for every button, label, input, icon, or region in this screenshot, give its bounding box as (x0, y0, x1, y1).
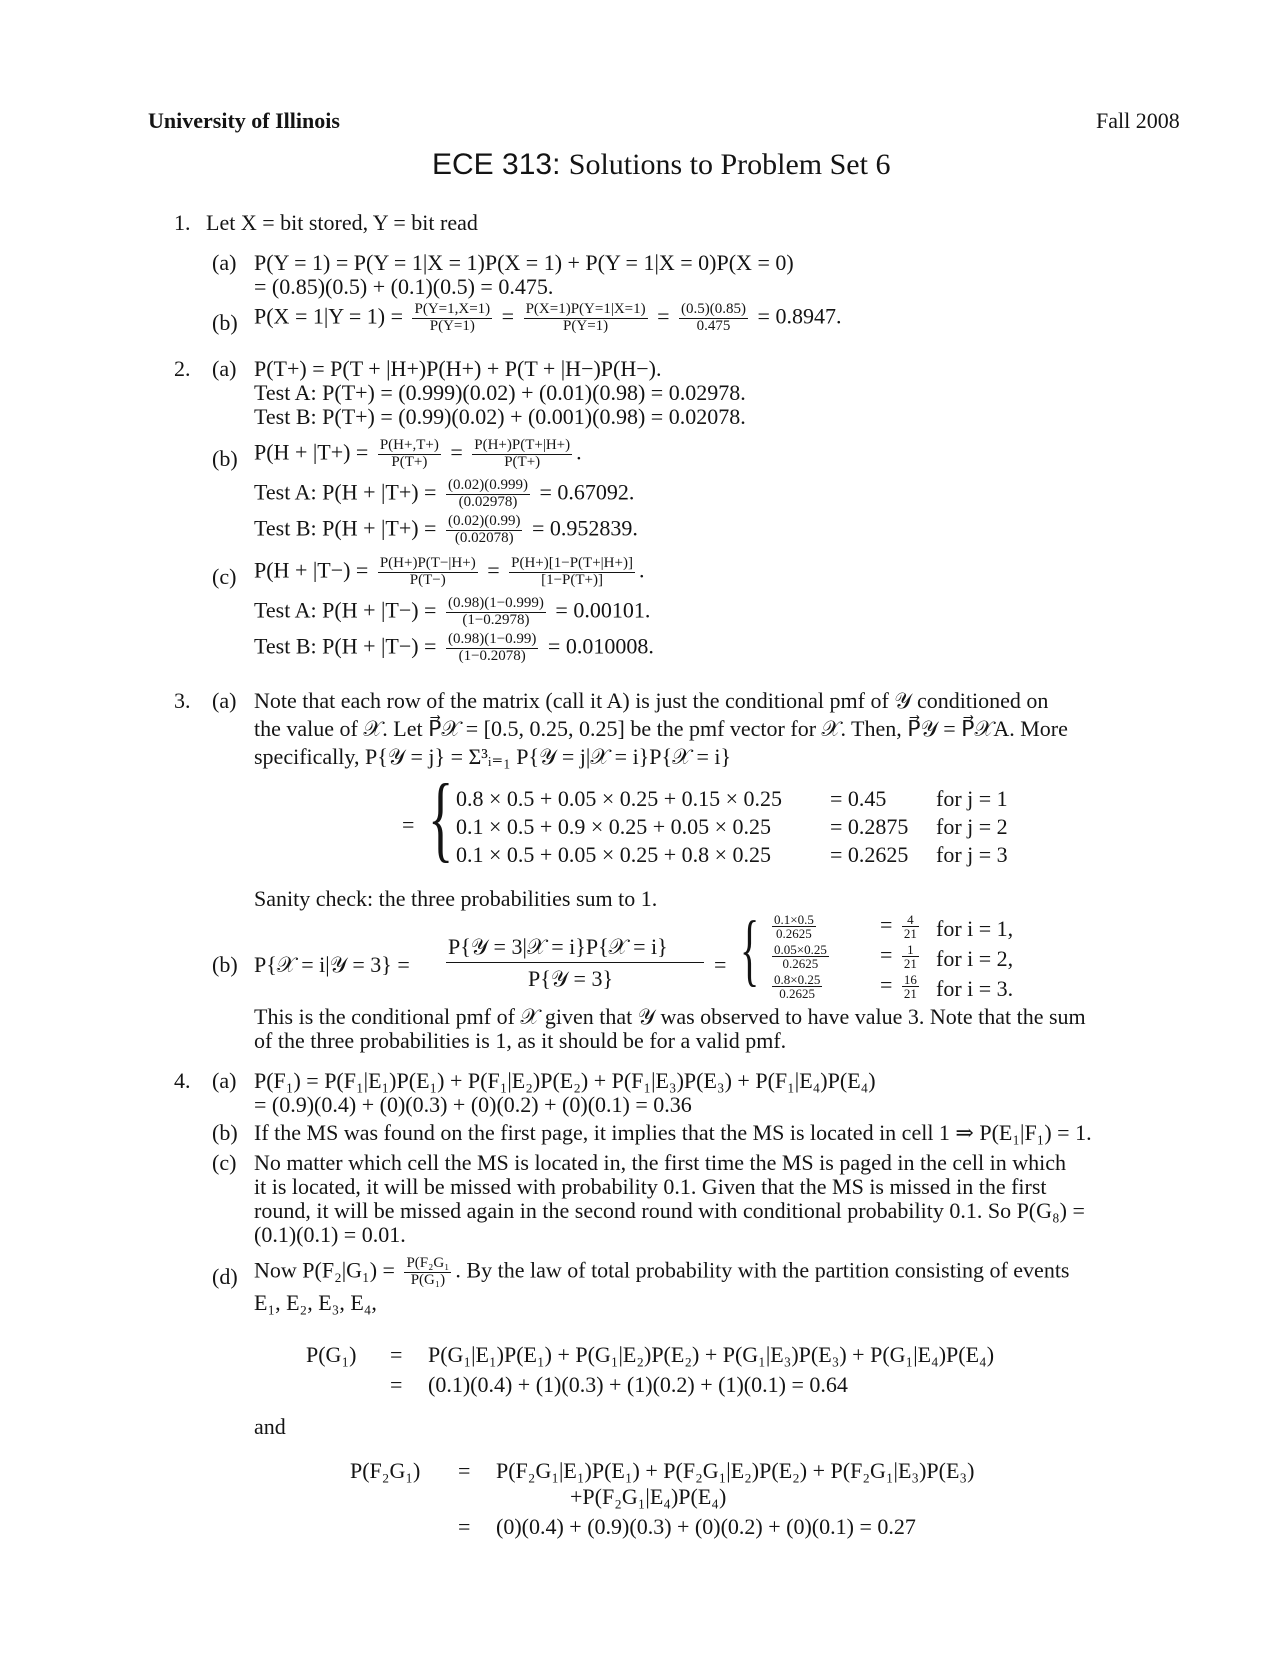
p4-g1-eq1: = (390, 1342, 403, 1367)
p2-c-testB-lhs: Test B: P(H + |T−) = (254, 633, 437, 659)
p4-c-line3: round, it will be missed again in the second round with conditional probability 0.1. So P(G₈) = (254, 1198, 1085, 1223)
p2-b-testA-frac: $\frac{(0.02)(0.999)}{(0.02978)}$ (447, 477, 528, 510)
p2-b-testB-result: = 0.952839. (531, 515, 638, 541)
p3-b-frac-bar (446, 962, 704, 963)
p2-a-line3: Test B: P(T+) = (0.99)(0.02) + (0.001)(0.98) = 0.02078. (254, 404, 746, 429)
p3-b-label: (b) (212, 952, 238, 977)
p2-b-testB-lhs: Test B: P(H + |T+) = (254, 515, 437, 541)
p4-a-label: (a) (212, 1068, 237, 1093)
p4-fg-lhs: P(F₂G₁) (350, 1458, 421, 1483)
p1-a-line1: P(Y = 1) = P(Y = 1|X = 1)P(X = 1) + P(Y = 1|X = 0)P(X = 0) (254, 250, 794, 275)
p1-b-frac3: $\frac{(0.5)(0.85)}{0.475}$ (681, 301, 747, 334)
p2-c-testA-frac: $\frac{(0.98)(1-0.999)}{(1-0.2978)}$ (447, 595, 544, 628)
p3-b-text2: of the three probabilities is 1, as it should be for a valid pmf. (254, 1028, 787, 1053)
p3-b-case-3 (768, 972, 826, 1001)
p2-label: 2. (174, 356, 191, 381)
p3-b-equals: = (714, 952, 727, 977)
p1-b-label: (b) (212, 310, 238, 335)
p2-c-testB-frac: $\frac{(0.98)(1-0.99)}{(1-0.2078)}$ (447, 631, 537, 664)
p2-b-testA-result: = 0.67092. (539, 479, 635, 505)
p4-d-pre: Now P(F₂|G₁) = (254, 1257, 395, 1283)
p4-g1-rhs1: P(G₁|E₁)P(E₁) + P(G₁|E₂)P(E₂) + P(G₁|E₃)P(E₃) + P(G₁|E₄)P(E₄) (428, 1342, 995, 1367)
p1-b-equation: P(X = 1|Y = 1) = $\frac{P(Y=1,X=1)}{P(Y=1)}$ = $\frac{P(X=1)P(Y=1|X=1)}{P(Y=1)}$ = $\frac{(0.5)(0.85)}{0.475}$ = 0.8947. (254, 301, 842, 334)
p2-c-lhs: P(H + |T−) = (254, 557, 369, 583)
p4-b-label: (b) (212, 1120, 238, 1145)
p2-b-frac2: $\frac{P(H+)P(T+|H+)}{P(T+)}$ (474, 437, 571, 470)
title-course: ECE 313: (432, 148, 561, 181)
p3-label: 3. (174, 688, 191, 713)
p3-b-frac-den: P{𝒴 = 3} (528, 966, 614, 991)
p2-b-lhs: P(H + |T+) = (254, 439, 369, 465)
p2-b-label: (b) (212, 446, 238, 471)
p4-g1-lhs: P(G₁) (306, 1342, 357, 1367)
p4-fg-rhs2: +P(F₂G₁|E₄)P(E₄) (570, 1484, 727, 1509)
p4-a-line2: = (0.9)(0.4) + (0)(0.3) + (0)(0.2) + (0)(0.1) = 0.36 (254, 1092, 692, 1117)
p4-g1-rhs2: (0.1)(0.4) + (1)(0.3) + (1)(0.2) + (1)(0.1) = 0.64 (428, 1372, 848, 1397)
p2-c-testB-result: = 0.010008. (547, 633, 654, 659)
p2-b-frac1: $\frac{P(H+,T+)}{P(T+)}$ (379, 437, 439, 470)
p2-c-testB (254, 632, 654, 665)
p3-case-value-1: = 0.45 (830, 786, 887, 811)
p3-sanity: Sanity check: the three probabilities sum to 1. (254, 886, 658, 911)
p3-b-case-2 (768, 942, 833, 971)
p2-c-frac2: $\frac{P(H+)[1-P(T+|H+)]}{[1-P(T+)]}$ (511, 555, 633, 588)
p3-b-case-3-result: = $\frac{16}{21}$ (880, 971, 917, 1002)
p2-c-label: (c) (212, 564, 237, 589)
p4-fg-rhs1: P(F₂G₁|E₁)P(E₁) + P(F₂G₁|E₂)P(E₂) + P(F₂G₁|E₃)P(E₃) (496, 1458, 975, 1483)
p3-case-expr-1: 0.8 × 0.5 + 0.05 × 0.25 + 0.15 × 0.25 (456, 786, 783, 811)
p4-label: 4. (174, 1068, 191, 1093)
p4-d-post: . By the law of total probability with the partition consisting of events (455, 1257, 1070, 1283)
p2-c-testA-result: = 0.00101. (555, 597, 651, 623)
p1-b-lhs: P(X = 1|Y = 1) = (254, 303, 403, 329)
p3-b-case-1-frac: $\frac{0.1\times 0.5}{0.2625}$ (774, 911, 814, 942)
p3-case-value-2: = 0.2875 (830, 814, 909, 839)
p4-c-line4: (0.1)(0.1) = 0.01. (254, 1222, 406, 1247)
p3-a-label: (a) (212, 688, 237, 713)
p4-c-label: (c) (212, 1150, 237, 1175)
p2-a-label: (a) (212, 356, 237, 381)
p4-d-label: (d) (212, 1264, 238, 1289)
p3-b-case-2-result: = $\frac{1}{21}$ (880, 941, 917, 972)
p4-b-line1: If the MS was found on the first page, it implies that the MS is located in cell 1 ⇒ P(E₁|F₁) = 1. (254, 1120, 1092, 1145)
p4-fg-eq2: = (458, 1514, 471, 1539)
p4-fg-rhs3: (0)(0.4) + (0.9)(0.3) + (0)(0.2) + (0)(0.1) = 0.27 (496, 1514, 916, 1539)
p2-c-frac1: $\frac{P(H+)P(T-|H+)}{P(T-)}$ (379, 555, 476, 588)
p3-b-case-1-cond: for i = 1, (936, 916, 1014, 941)
p1-b-frac2: $\frac{P(X=1)P(Y=1|X=1)}{P(Y=1)}$ (525, 301, 646, 334)
p3-b-case-1-result: = $\frac{4}{21}$ (880, 911, 917, 942)
p4-c-line2: it is located, it will be missed with probability 0.1. Given that the MS is missed in the first (254, 1174, 1047, 1199)
p4-d-line2: E₁, E₂, E₃, E₄, (254, 1290, 377, 1315)
p2-a-line2: Test A: P(T+) = (0.999)(0.02) + (0.01)(0.98) = 0.02978. (254, 380, 746, 405)
p1-label: 1. (174, 210, 191, 235)
institution: University of Illinois (148, 108, 340, 133)
p1-b-frac1: $\frac{P(Y=1,X=1)}{P(Y=1)}$ (414, 301, 491, 334)
p3-b-case-2-frac: $\frac{0.05\times 0.25}{0.2625}$ (774, 941, 827, 972)
p2-b-testA (254, 478, 634, 511)
p3-cases-brace: { (428, 764, 454, 871)
p3-b-lhs: P{𝒳 = i|𝒴 = 3} = (254, 952, 410, 977)
term: Fall 2008 (1096, 108, 1180, 133)
p3-case-cond-2: for j = 2 (936, 814, 1008, 839)
p3-case-cond-3: for j = 3 (936, 842, 1008, 867)
p4-c-line1: No matter which cell the MS is located in, the first time the MS is paged in the cell in which (254, 1150, 1066, 1175)
p3-case-cond-1: for j = 1 (936, 786, 1008, 811)
p3-a-line1: Note that each row of the matrix (call it A) is just the conditional pmf of 𝒴 conditioned on (254, 688, 1049, 713)
p2-b-testB-frac: $\frac{(0.02)(0.99)}{(0.02078)}$ (447, 513, 521, 546)
p4-and: and (254, 1414, 286, 1439)
p2-c-equation: P(H + |T−) = $\frac{P(H+)P(T-|H+)}{P(T-)}$ = $\frac{P(H+)[1-P(T+|H+)]}{[1-P(T+)]}$ . (254, 555, 645, 588)
title-rest: Solutions to Problem Set 6 (568, 148, 891, 181)
p3-b-case-3-cond: for i = 3. (936, 976, 1014, 1001)
p3-b-case-3-frac: $\frac{0.8\times 0.25}{0.2625}$ (774, 971, 821, 1002)
p3-case-expr-2: 0.1 × 0.5 + 0.9 × 0.25 + 0.05 × 0.25 (456, 814, 772, 839)
p2-a-line1: P(T+) = P(T + |H+)P(H+) + P(T + |H−)P(H−). (254, 356, 662, 381)
p1-intro: Let X = bit stored, Y = bit read (206, 210, 478, 235)
p3-b-text1: This is the conditional pmf of 𝒳 given that 𝒴 was observed to have value 3. Note that the sum (254, 1004, 1086, 1029)
p1-b-result: = 0.8947. (757, 303, 842, 329)
p4-g1-eq2: = (390, 1372, 403, 1397)
p2-b-testB (254, 514, 638, 547)
p3-b-frac-num: P{𝒴 = 3|𝒳 = i}P{𝒳 = i} (448, 934, 668, 959)
p1-a-line2: = (0.85)(0.5) + (0.1)(0.5) = 0.475. (254, 274, 554, 299)
p4-a-line1: P(F₁) = P(F₁|E₁)P(E₁) + P(F₁|E₂)P(E₂) + P(F₁|E₃)P(E₃) + P(F₁|E₄)P(E₄) (254, 1068, 876, 1093)
p4-d-line1 (254, 1256, 1070, 1289)
p4-fg-eq1: = (458, 1458, 471, 1483)
p2-c-testA-lhs: Test A: P(H + |T−) = (254, 597, 437, 623)
p3-case-expr-3: 0.1 × 0.5 + 0.05 × 0.25 + 0.8 × 0.25 (456, 842, 772, 867)
p3-cases-equals: = (402, 812, 415, 837)
p2-b-testA-lhs: Test A: P(H + |T+) = (254, 479, 437, 505)
p2-b-equation: P(H + |T+) = $\frac{P(H+,T+)}{P(T+)}$ = $\frac{P(H+)P(T+|H+)}{P(T+)}$ . (254, 437, 582, 470)
p3-case-value-3: = 0.2625 (830, 842, 909, 867)
p2-c-testA (254, 596, 650, 629)
page-title (432, 148, 890, 183)
p3-b-brace: { (740, 906, 760, 994)
p4-d-frac: $\frac{\text{P(F₂G₁}}{\text{P(G₁)}}$ (406, 1255, 450, 1288)
p3-b-case-1 (768, 912, 820, 941)
p3-a-line2: the value of 𝒳. Let P⃗𝒳 = [0.5, 0.25, 0.25] be the pmf vector for 𝒳. Then, P⃗𝒴 = P⃗𝒳A. More (254, 716, 1068, 741)
p3-a-line3: specifically, P{𝒴 = j} = Σ³ᵢ₌₁ P{𝒴 = j|𝒳 = i}P{𝒳 = i} (254, 744, 732, 769)
p3-b-case-2-cond: for i = 2, (936, 946, 1014, 971)
p1-a-label: (a) (212, 250, 237, 275)
